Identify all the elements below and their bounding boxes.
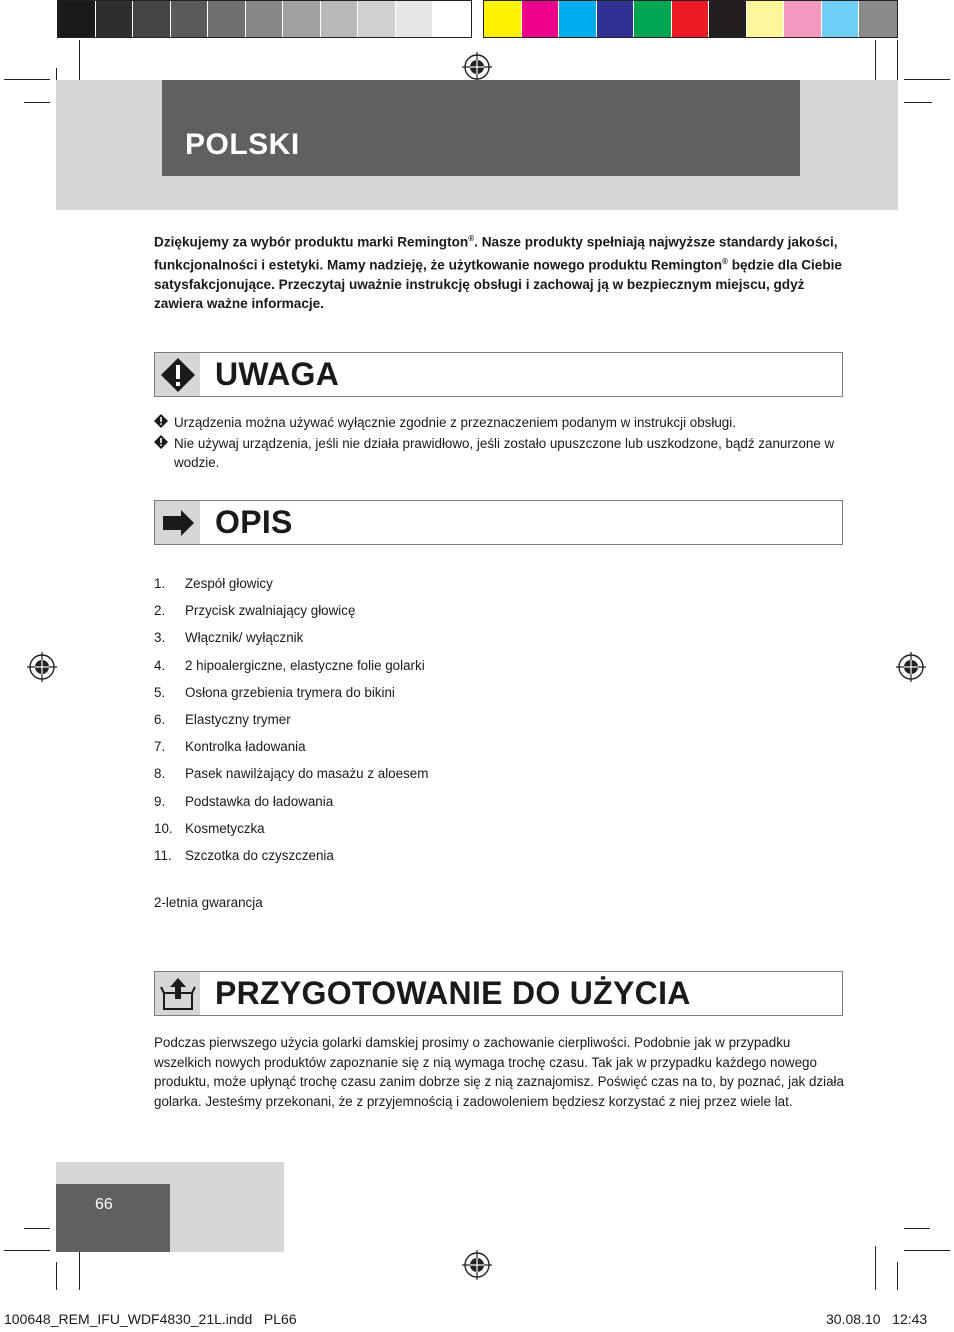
- warning-list: [154, 413, 844, 473]
- color-swatch: [208, 1, 246, 37]
- color-swatch: [634, 1, 672, 37]
- print-slug-file: 100648_REM_IFU_WDF4830_21L.indd PL66: [4, 1311, 297, 1327]
- warning-item-text: Urządzenia można używać wyłącznie zgodnie z przeznaczeniem podanym w instrukcji obsługi.: [174, 415, 736, 430]
- item-label: 2 hipoalergiczne, elastyczne folie golarki: [185, 657, 425, 673]
- warning-item: [154, 434, 844, 473]
- item-label: Osłona grzebienia trymera do bikini: [185, 684, 395, 700]
- intro-part-1: Dziękujemy za wybór produktu marki Remington: [154, 234, 469, 250]
- intro-part-2: . Nasze produkty spełniają najwyższe standardy jakości, funkcjonalności i estetyki. Mamy nadzieję, że użytkowanie nowego produktu Remington: [154, 234, 838, 273]
- crop-mark: [875, 1246, 876, 1290]
- list-item: [154, 815, 844, 842]
- item-number: 1.: [154, 576, 166, 592]
- warning-icon: [155, 353, 200, 396]
- language-title: POLSKI: [185, 128, 300, 161]
- color-swatch: [597, 1, 635, 37]
- warning-item: [154, 413, 844, 434]
- item-number: 5.: [154, 684, 166, 700]
- color-swatch: [822, 1, 860, 37]
- color-swatch: [133, 1, 171, 37]
- parts-list: [154, 570, 844, 869]
- list-item: [154, 570, 844, 597]
- crop-mark: [875, 40, 876, 82]
- color-swatch: [321, 1, 359, 37]
- list-item: [154, 842, 844, 869]
- preparation-paragraph: Podczas pierwszego użycia golarki damskiej prosimy o zachowanie cierpliwości. Podobnie jak w przypadku wszelkich nowych produktów zapoznanie się z nią wymaga trochę czasu. Tak jak w przypadku każdego nowego produktu, może upłynąć trochę czasu zanim dobrze się z nią zaznajomisz. Poświęć czas na to, by poznać, jak działa golarka. Jesteśmy przekonani, że z przyjemnością i zadowoleniem będziesz korzystać z niej przez wiele lat.: [154, 1035, 844, 1109]
- color-swatch: [396, 1, 434, 37]
- item-label: Przycisk zwalniający głowicę: [185, 603, 356, 619]
- crop-mark: [56, 1262, 57, 1290]
- item-number: 2.: [154, 603, 166, 619]
- color-swatch: [672, 1, 710, 37]
- gray-swatch-bar: [57, 0, 472, 38]
- registration-mark-icon: [462, 52, 492, 82]
- crop-mark: [904, 79, 950, 80]
- item-number: 7.: [154, 739, 166, 755]
- color-swatch: [283, 1, 321, 37]
- unpack-box-icon: [155, 972, 200, 1015]
- crop-mark: [24, 102, 50, 103]
- color-swatch: [559, 1, 597, 37]
- item-number: 3.: [154, 630, 166, 646]
- crop-mark: [79, 40, 80, 82]
- registration-mark-icon: [27, 652, 57, 682]
- intro-paragraph: [154, 229, 844, 314]
- item-number: 4.: [154, 657, 166, 673]
- color-swatch: [522, 1, 560, 37]
- color-swatch: [58, 1, 96, 37]
- list-item: [154, 624, 844, 651]
- color-swatch: [784, 1, 822, 37]
- page-number-box: [56, 1184, 170, 1252]
- description-title: OPIS: [215, 504, 293, 540]
- print-slug-date: 30.08.10 12:43: [826, 1311, 928, 1327]
- page-number: 66: [95, 1196, 113, 1213]
- item-number: 10.: [154, 820, 173, 836]
- warning-title: UWAGA: [215, 356, 340, 392]
- crop-mark: [4, 1250, 50, 1251]
- item-label: Pasek nawilżający do masażu z aloesem: [185, 766, 429, 782]
- item-number: 8.: [154, 766, 166, 782]
- item-label: Szczotka do czyszczenia: [185, 847, 334, 863]
- warning-item-text: Nie używaj urządzenia, jeśli nie działa prawidłowo, jeśli zostało upuszczone lub uszkodzone, bądź zanurzone w wodzie.: [174, 435, 835, 470]
- crop-mark: [904, 102, 932, 103]
- color-swatch: [358, 1, 396, 37]
- color-swatch: [709, 1, 747, 37]
- item-number: 9.: [154, 793, 166, 809]
- item-label: Włącznik/ wyłącznik: [185, 630, 304, 646]
- warning-bullet-icon: [154, 434, 174, 473]
- color-swatch: [859, 1, 897, 37]
- crop-mark: [904, 1228, 930, 1229]
- color-swatch: [246, 1, 284, 37]
- preparation-title: PRZYGOTOWANIE DO UŻYCIA: [215, 975, 691, 1011]
- item-number: 6.: [154, 712, 166, 728]
- item-number: 11.: [154, 847, 172, 863]
- color-swatch-bar: [483, 0, 898, 38]
- warning-bullet-icon: [154, 413, 174, 434]
- intro-part-3: będzie dla Ciebie satysfakcjonujące. Przeczytaj uważnie instrukcję obsługi i zachowaj ją w bezpiecznym miejscu, gdyż zawiera ważne informacje.: [154, 257, 842, 312]
- registered-mark: ®: [722, 256, 728, 266]
- registration-mark-icon: [462, 1250, 492, 1280]
- item-label: Podstawka do ładowania: [185, 793, 334, 809]
- list-item: [154, 597, 844, 624]
- registered-mark: ®: [468, 234, 475, 243]
- warranty-note: 2-letnia gwarancja: [154, 895, 263, 910]
- color-swatch: [171, 1, 209, 37]
- color-swatch: [747, 1, 785, 37]
- item-label: Kontrolka ładowania: [185, 739, 306, 755]
- item-label: Elastyczny trymer: [185, 712, 291, 728]
- color-swatch: [484, 1, 522, 37]
- arrow-right-icon: [155, 501, 200, 544]
- item-label: Kosmetyczka: [185, 820, 265, 836]
- list-item: [154, 706, 844, 733]
- description-section-header: [154, 500, 843, 545]
- list-item: [154, 788, 844, 815]
- crop-mark: [897, 1262, 898, 1290]
- list-item: [154, 733, 844, 760]
- item-label: Zespół głowicy: [185, 576, 273, 592]
- crop-mark: [4, 79, 50, 80]
- list-item: [154, 652, 844, 679]
- registration-mark-icon: [896, 652, 926, 682]
- crop-mark: [79, 1246, 80, 1290]
- crop-mark: [904, 1250, 950, 1251]
- list-item: [154, 760, 844, 787]
- color-swatch: [96, 1, 134, 37]
- list-item: [154, 679, 844, 706]
- crop-mark: [24, 1228, 50, 1229]
- preparation-section-header: [154, 971, 843, 1016]
- warning-section-header: [154, 352, 843, 397]
- color-swatch: [433, 1, 471, 37]
